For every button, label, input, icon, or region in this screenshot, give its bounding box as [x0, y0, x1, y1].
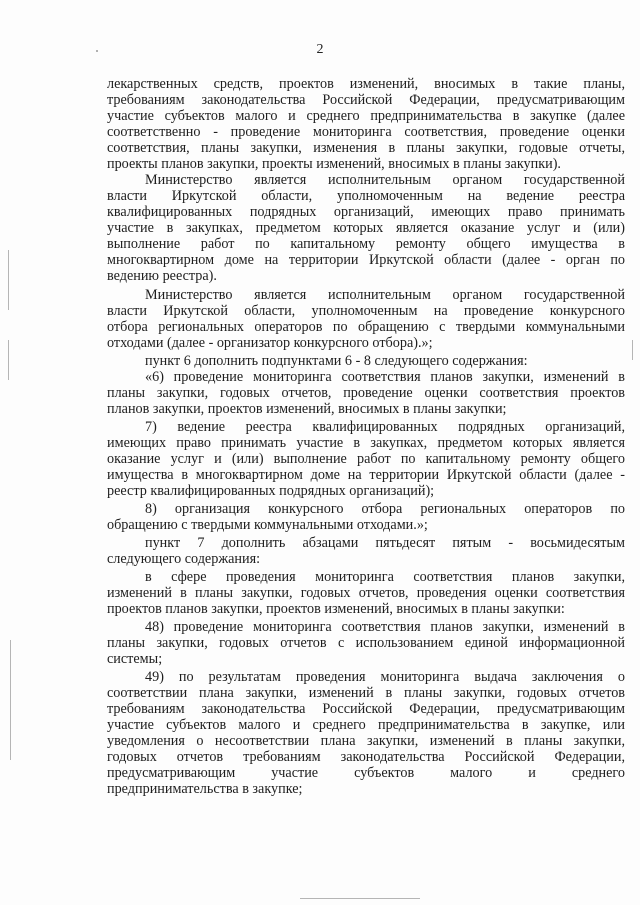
text-line: 49) по результатам проведения мониторинга выдача заключения о: [145, 669, 625, 685]
text-line: отбора региональных операторов по обращению с твердыми коммунальными: [107, 319, 625, 335]
text-line: предпринимательства в закупке;: [107, 781, 303, 797]
text-line: соответствия, планы закупки, изменения в планы закупки, годовые отчеты,: [107, 140, 625, 156]
scan-edge-mark: [632, 340, 633, 360]
text-line: планы закупки, годовых отчетов с использованием единой информационной: [107, 635, 625, 651]
text-line: лекарственных средств, проектов изменений, вносимых в такие планы,: [107, 76, 625, 92]
scan-edge-mark: [8, 250, 9, 310]
text-line: реестр квалифицированных подрядных организаций);: [107, 483, 435, 499]
text-line: имущества в многоквартирном доме на территории Иркутской области (далее -: [107, 467, 625, 483]
text-line: изменений в планы закупки, годовых отчетов, проведения оценки соответствия: [107, 585, 625, 601]
text-line: ведению реестра).: [107, 268, 217, 284]
text-line: системы;: [107, 651, 163, 667]
text-line: Министерство является исполнительным органом государственной: [145, 172, 625, 188]
text-line: выполнение работ по капитальному ремонту общего имущества в: [107, 236, 625, 252]
text-line: квалифицированных подрядных организаций, имеющих право принимать: [107, 204, 625, 220]
text-line: отходами (далее - организатор конкурсного отбора).»;: [107, 335, 433, 351]
text-line: соответственно - проведение мониторинга соответствия, проведение оценки: [107, 124, 625, 140]
text-line: участие субъектов малого и среднего предпринимательства в закупке (далее: [107, 108, 625, 124]
text-line: проектов планов закупки, проектов изменений, вносимых в планы закупки:: [107, 601, 565, 617]
text-line: требованиям законодательства Российской Федерации, предусматривающим: [107, 701, 625, 717]
page-number: 2: [316, 42, 324, 57]
text-line: «6) проведение мониторинга соответствия планов закупки, изменений в: [145, 369, 625, 385]
text-line: 8) организация конкурсного отбора региональных операторов по: [145, 501, 625, 517]
text-line: уведомления о несоответствии плана закупки, изменений в планы закупки,: [107, 733, 625, 749]
text-line: соответствии плана закупки, изменений в планы закупки, годовых отчетов: [107, 685, 625, 701]
text-line: многоквартирном доме на территории Иркутской области (далее - орган по: [107, 252, 625, 268]
text-line: оказание услуг и (или) выполнение работ по капитальному ремонту общего: [107, 451, 625, 467]
text-line: власти Иркутской области, уполномоченным на ведение реестра: [107, 188, 625, 204]
text-line: Министерство является исполнительным органом государственной: [145, 287, 625, 303]
text-line: участие в закупках, предметом которых является оказание услуг и (или): [107, 220, 625, 236]
text-line: в сфере проведения мониторинга соответствия планов закупки,: [145, 569, 625, 585]
text-line: 48) проведение мониторинга соответствия планов закупки, изменений в: [145, 619, 625, 635]
scan-edge-mark: [10, 640, 11, 760]
text-line: власти Иркутской области, уполномоченным на проведение конкурсного: [107, 303, 625, 319]
text-line: планы закупки, годовых отчетов, проведение оценки соответствия проектов: [107, 385, 625, 401]
text-line: следующего содержания:: [107, 551, 261, 567]
scan-edge-mark: [8, 340, 9, 380]
text-line: планов закупки, проектов изменений, вносимых в планы закупки;: [107, 401, 507, 417]
text-line: проекты планов закупки, проекты изменений, вносимых в планы закупки).: [107, 156, 561, 172]
text-line: пункт 6 дополнить подпунктами 6 - 8 следующего содержания:: [145, 353, 528, 369]
text-line: годовых отчетов требованиям законодательства Российской Федерации,: [107, 749, 625, 765]
text-line: требованиям законодательства Российской Федерации, предусматривающим: [107, 92, 625, 108]
text-line: имеющих право принимать участие в закупках, предметом которых является: [107, 435, 625, 451]
text-line: пункт 7 дополнить абзацами пятьдесят пятым - восьмидесятым: [145, 535, 625, 551]
text-line: участие субъектов малого и среднего предпринимательства в закупке, или: [107, 717, 625, 733]
text-line: обращению с твердыми коммунальными отходами.»;: [107, 517, 428, 533]
scan-dot: [96, 50, 98, 52]
text-line: 7) ведение реестра квалифицированных подрядных организаций,: [145, 419, 625, 435]
text-line: предусматривающим участие субъектов малого и среднего: [107, 765, 625, 781]
scan-bottom-mark: [300, 898, 420, 899]
